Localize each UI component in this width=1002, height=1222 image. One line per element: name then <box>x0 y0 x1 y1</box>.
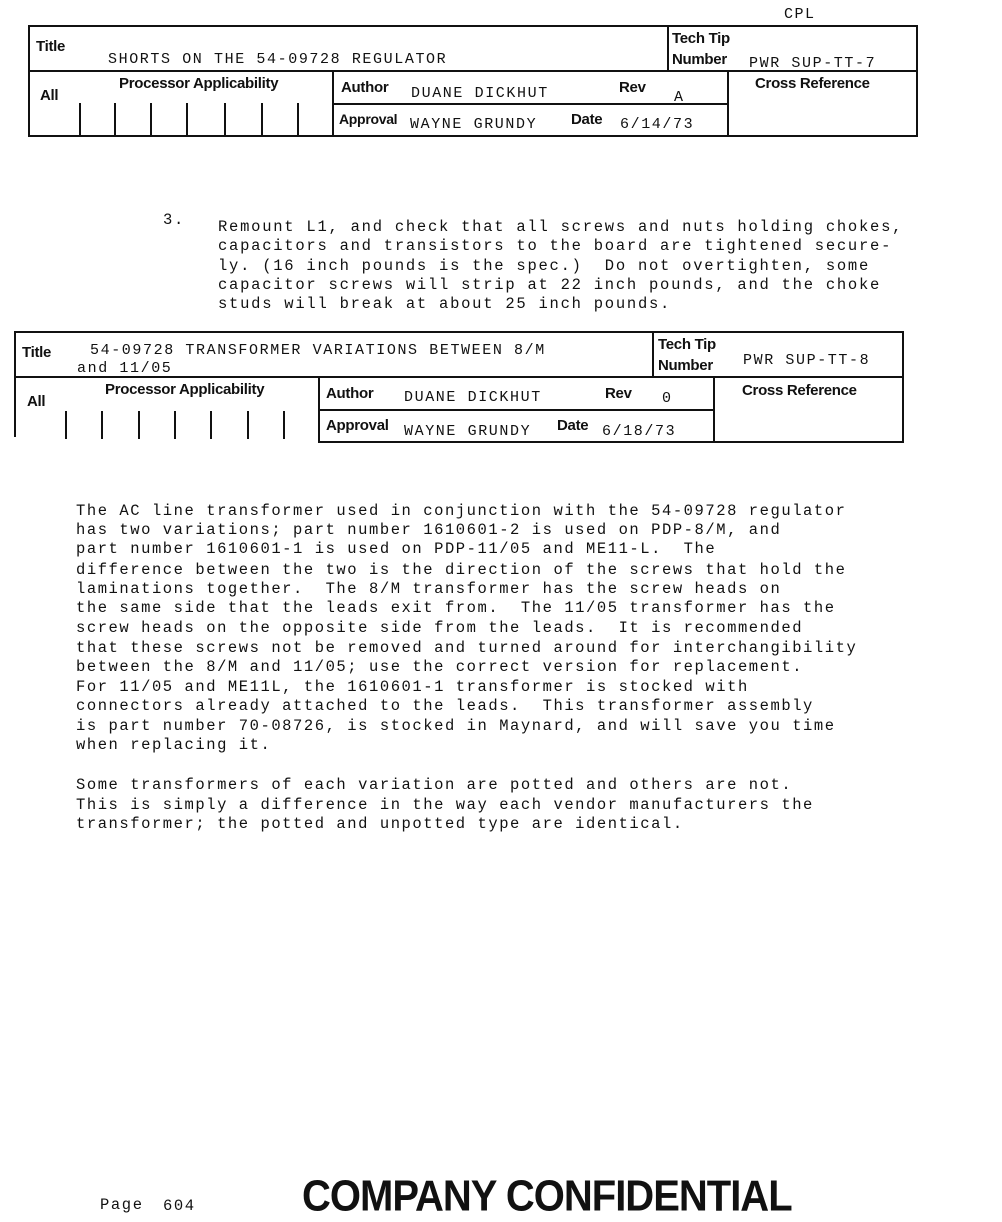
company-confidential-stamp: COMPANY CONFIDENTIAL <box>302 1172 792 1221</box>
item-line: ly. (16 inch pounds is the spec.) Do not overtighten, some <box>218 257 871 275</box>
rev-label: Rev <box>619 79 646 96</box>
author-value: DUANE DICKHUT <box>404 389 542 406</box>
date-label: Date <box>571 111 603 128</box>
title-value: SHORTS ON THE 54-09728 REGULATOR <box>108 51 448 68</box>
title-value-line1: 54-09728 TRANSFORMER VARIATIONS BETWEEN 8/M <box>90 342 546 359</box>
number-label: Number <box>658 357 713 374</box>
approval-label: Approval <box>326 417 389 434</box>
page-label: Page <box>100 1196 144 1214</box>
item-line: studs will break at about 25 inch pounds. <box>218 295 672 313</box>
approval-value: WAYNE GRUNDY <box>410 116 538 133</box>
body-line: connectors already attached to the leads. This transformer assembly <box>76 697 814 715</box>
tech-tip-label: Tech Tip <box>672 30 730 47</box>
date-value: 6/18/73 <box>602 423 677 440</box>
author-label: Author <box>326 385 374 402</box>
cross-reference-label: Cross Reference <box>742 382 857 399</box>
title-label: Title <box>36 38 66 55</box>
item-line: capacitor screws will strip at 22 inch pounds, and the choke <box>218 276 882 294</box>
cross-reference-label: Cross Reference <box>755 75 870 92</box>
body-line: laminations together. The 8/M transformer has the screw heads on <box>76 580 782 598</box>
body-line: This is simply a difference in the way each vendor manufacturers the <box>76 796 814 814</box>
number-value: PWR SUP-TT-7 <box>749 55 877 72</box>
body-line: the same side that the leads exit from. The 11/05 transformer has the <box>76 599 836 617</box>
body-line: For 11/05 and ME11L, the 1610601-1 transformer is stocked with <box>76 678 749 696</box>
body-line: part number 1610601-1 is used on PDP-11/05 and ME11-L. The <box>76 540 717 558</box>
item-number: 3. <box>163 211 186 229</box>
body-line: The AC line transformer used in conjunction with the 54-09728 regulator <box>76 502 847 520</box>
author-label: Author <box>341 79 389 96</box>
approval-label: Approval <box>339 111 398 127</box>
body-line: Some transformers of each variation are potted and others are not. <box>76 776 793 794</box>
body-line: between the 8/M and 11/05; use the correct version for replacement. <box>76 658 804 676</box>
all-label: All <box>40 87 59 104</box>
rev-value: A <box>674 89 685 106</box>
body-line: transformer; the potted and unpotted type are identical. <box>76 815 684 833</box>
processor-applicability-label: Processor Applicability <box>105 381 265 398</box>
page-number: 604 <box>163 1197 196 1215</box>
tech-tip-label: Tech Tip <box>658 336 716 353</box>
rev-label: Rev <box>605 385 632 402</box>
author-value: DUANE DICKHUT <box>411 85 549 102</box>
body-line: when replacing it. <box>76 736 272 754</box>
body-line: that these screws not be removed and turned around for interchangibility <box>76 639 858 657</box>
number-value: PWR SUP-TT-8 <box>743 352 871 369</box>
body-line: has two variations; part number 1610601-2 is used on PDP-8/M, and <box>76 521 782 539</box>
title-value-line2: and 11/05 <box>77 360 173 377</box>
title-label: Title <box>22 344 52 361</box>
number-label: Number <box>672 51 727 68</box>
body-line: screw heads on the opposite side from the leads. It is recommended <box>76 619 804 637</box>
body-line: difference between the two is the direction of the screws that hold the <box>76 561 847 579</box>
date-value: 6/14/73 <box>620 116 695 133</box>
body-line: is part number 70-08726, is stocked in Maynard, and will save you time <box>76 717 836 735</box>
item-line: capacitors and transistors to the board are tightened secure- <box>218 237 893 255</box>
item-line: Remount L1, and check that all screws and nuts holding chokes, <box>218 218 904 236</box>
approval-value: WAYNE GRUNDY <box>404 423 532 440</box>
corner-mark: CPL <box>784 6 816 23</box>
date-label: Date <box>557 417 589 434</box>
all-label: All <box>27 393 46 410</box>
rev-value: 0 <box>662 390 673 407</box>
processor-applicability-label: Processor Applicability <box>119 75 279 92</box>
